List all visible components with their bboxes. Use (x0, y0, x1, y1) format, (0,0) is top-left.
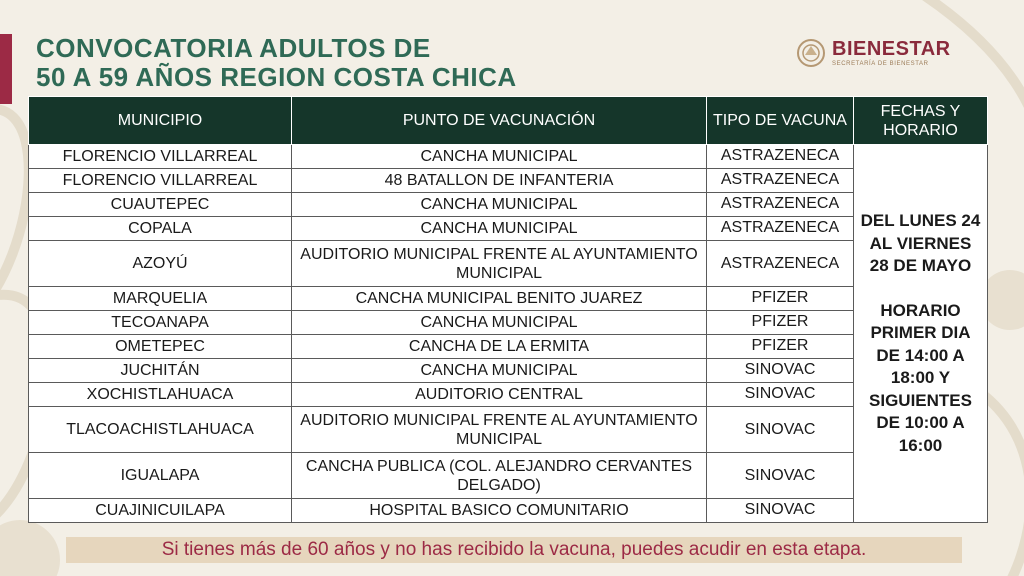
cell-punto: CANCHA MUNICIPAL (292, 359, 707, 383)
schedule-text: HORARIO PRIMER DIA DE 14:00 A 18:00 Y SIGUIENTES DE 10:00 A 16:00 (869, 300, 972, 455)
bienestar-logo (796, 38, 951, 68)
cell-vacuna: SINOVAC (707, 453, 854, 499)
cell-municipio: XOCHISTLAHUACA (29, 383, 292, 407)
cell-punto: AUDITORIO CENTRAL (292, 383, 707, 407)
header-punto: PUNTO DE VACUNACIÓN (292, 97, 707, 145)
page-title (36, 34, 517, 92)
table-row (29, 241, 988, 287)
cell-municipio: FLORENCIO VILLARREAL (29, 169, 292, 193)
table-row (29, 287, 988, 311)
cell-punto: CANCHA MUNICIPAL (292, 311, 707, 335)
cell-municipio: CUAUTEPEC (29, 193, 292, 217)
table-row (29, 311, 988, 335)
cell-municipio: OMETEPEC (29, 335, 292, 359)
cell-vacuna: SINOVAC (707, 359, 854, 383)
cell-municipio: FLORENCIO VILLARREAL (29, 145, 292, 169)
cell-vacuna: SINOVAC (707, 383, 854, 407)
cell-punto: CANCHA MUNICIPAL (292, 145, 707, 169)
table-row (29, 169, 988, 193)
national-emblem-icon (796, 38, 826, 68)
title-line-2: 50 A 59 AÑOS REGION COSTA CHICA (36, 62, 517, 92)
cell-vacuna: ASTRAZENECA (707, 169, 854, 193)
cell-punto: CANCHA DE LA ERMITA (292, 335, 707, 359)
logo-name: BIENESTAR (832, 38, 951, 60)
header-municipio: MUNICIPIO (29, 97, 292, 145)
table-row (29, 359, 988, 383)
cell-punto: CANCHA MUNICIPAL (292, 193, 707, 217)
dates-cell (854, 145, 988, 523)
cell-vacuna: SINOVAC (707, 499, 854, 523)
table-row (29, 407, 988, 453)
cell-vacuna: ASTRAZENECA (707, 193, 854, 217)
table-row (29, 217, 988, 241)
cell-municipio: IGUALAPA (29, 453, 292, 499)
cell-vacuna: PFIZER (707, 287, 854, 311)
accent-bar (0, 34, 12, 104)
cell-municipio: JUCHITÁN (29, 359, 292, 383)
header-tipo: TIPO DE VACUNA (707, 97, 854, 145)
cell-punto: CANCHA MUNICIPAL (292, 217, 707, 241)
cell-vacuna: ASTRAZENECA (707, 145, 854, 169)
cell-municipio: TECOANAPA (29, 311, 292, 335)
cell-punto: 48 BATALLON DE INFANTERIA (292, 169, 707, 193)
cell-punto: HOSPITAL BASICO COMUNITARIO (292, 499, 707, 523)
cell-vacuna: ASTRAZENECA (707, 241, 854, 287)
cell-municipio: MARQUELIA (29, 287, 292, 311)
table-row (29, 499, 988, 523)
table-row (29, 335, 988, 359)
cell-municipio: CUAJINICUILAPA (29, 499, 292, 523)
cell-vacuna: PFIZER (707, 335, 854, 359)
cell-punto: CANCHA MUNICIPAL BENITO JUAREZ (292, 287, 707, 311)
cell-municipio: COPALA (29, 217, 292, 241)
title-line-1: CONVOCATORIA ADULTOS DE (36, 33, 431, 63)
footer-note: Si tienes más de 60 años y no has recibido la vacuna, puedes acudir en esta etapa. (66, 537, 962, 563)
dates-text: DEL LUNES 24 AL VIERNES 28 DE MAYO (860, 211, 981, 275)
table-row (29, 453, 988, 499)
cell-punto: CANCHA PUBLICA (COL. ALEJANDRO CERVANTES DELGADO) (292, 453, 707, 499)
cell-vacuna: ASTRAZENECA (707, 217, 854, 241)
cell-punto: AUDITORIO MUNICIPAL FRENTE AL AYUNTAMIENTO MUNICIPAL (292, 241, 707, 287)
cell-municipio: AZOYÚ (29, 241, 292, 287)
table-row (29, 193, 988, 217)
header-fechas: FECHAS Y HORARIO (854, 97, 988, 145)
cell-punto: AUDITORIO MUNICIPAL FRENTE AL AYUNTAMIENTO MUNICIPAL (292, 407, 707, 453)
vaccination-table (28, 96, 988, 523)
table-row (29, 145, 988, 169)
cell-municipio: TLACOACHISTLAHUACA (29, 407, 292, 453)
logo-subtitle: SECRETARÍA DE BIENESTAR (832, 61, 929, 67)
cell-vacuna: PFIZER (707, 311, 854, 335)
table-row (29, 383, 988, 407)
cell-vacuna: SINOVAC (707, 407, 854, 453)
